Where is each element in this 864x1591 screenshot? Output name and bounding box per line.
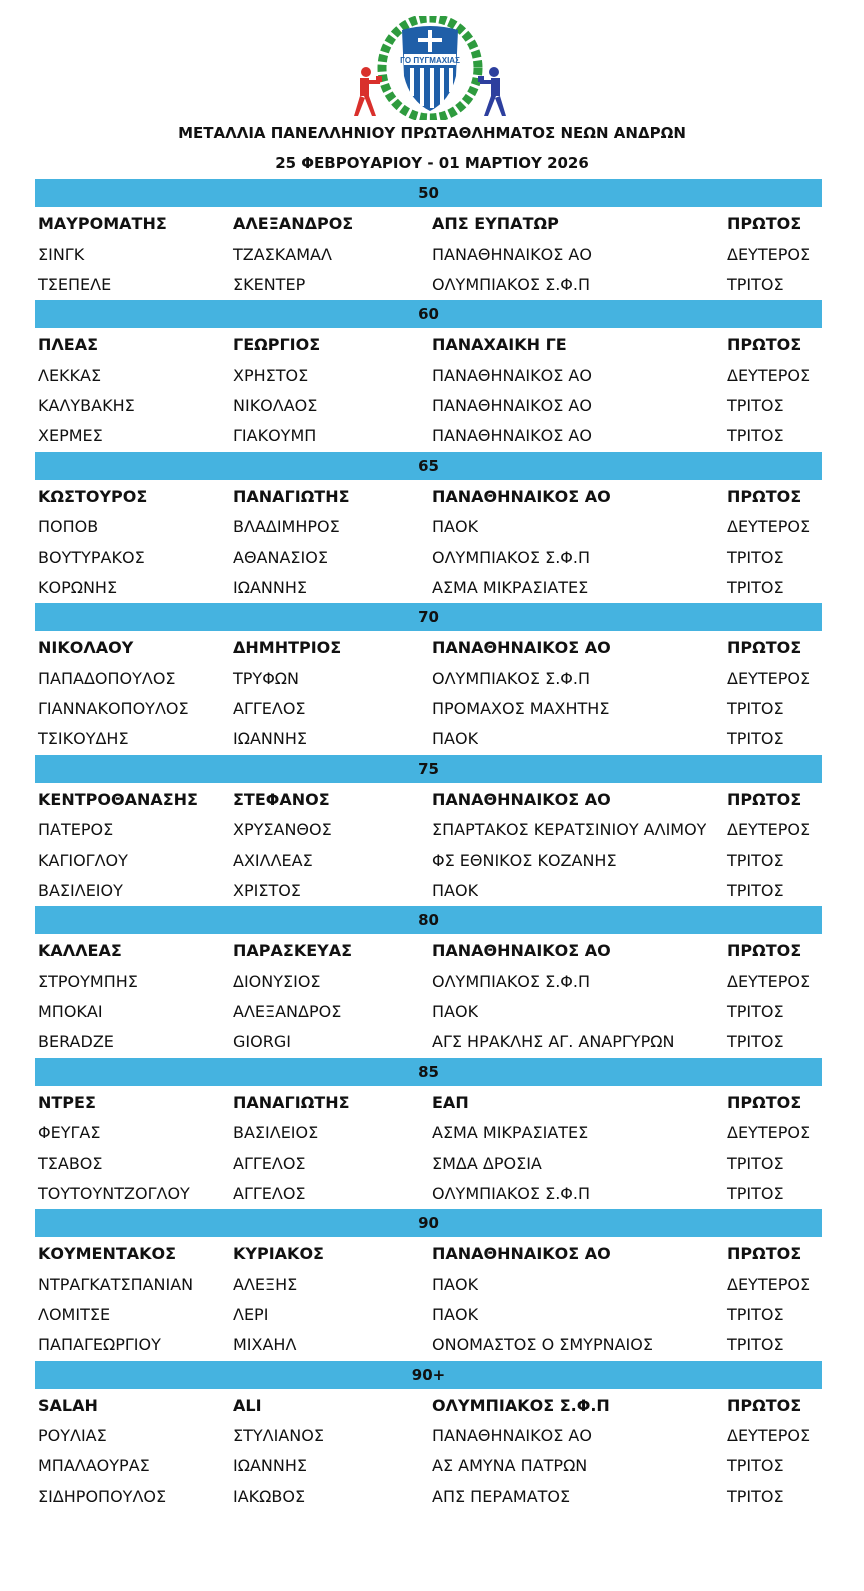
surname-cell: ΤΣΑΒΟΣ <box>38 1153 103 1173</box>
club-cell: ΠΡΟΜΑΧΟΣ ΜΑΧΗΤΗΣ <box>432 699 610 719</box>
table-row <box>35 1330 822 1360</box>
first-name-cell: ΑΘΑΝΑΣΙΟΣ <box>233 547 328 567</box>
surname-cell: ΒΑΣΙΛΕΙΟΥ <box>38 880 123 900</box>
table-row <box>35 421 822 451</box>
club-cell: ΠΑΝΑΘΗΝΑΙΚΟΣ ΑΟ <box>432 365 592 385</box>
club-cell: ΠΑΝΑΘΗΝΑΙΚΟΣ ΑΟ <box>432 638 611 658</box>
first-name-cell: ALI <box>233 1395 262 1415</box>
club-cell: ΠΑΝΑΘΗΝΑΙΚΟΣ ΑΟ <box>432 486 611 506</box>
table-row <box>35 1088 822 1118</box>
weight-category-header: 75 <box>35 755 822 783</box>
placement-cell: ΤΡΙΤΟΣ <box>727 1486 784 1506</box>
surname-cell: ΚΕΝΤΡΟΘΑΝΑΣΗΣ <box>38 789 198 809</box>
table-row <box>35 997 822 1027</box>
placement-cell: ΠΡΩΤΟΣ <box>727 1092 802 1112</box>
placement-cell: ΔΕΥΤΕΡΟΣ <box>727 365 811 385</box>
table-row <box>35 785 822 815</box>
federation-logo <box>340 16 520 120</box>
document-date: 25 ΦΕΒΡΟΥΑΡΙΟΥ - 01 ΜΑΡΤΙΟΥ 2026 <box>275 154 589 172</box>
weight-category-header: 70 <box>35 603 822 631</box>
club-cell: ΑΠΣ ΠΕΡΑΜΑΤΟΣ <box>432 1486 571 1506</box>
club-cell: ΠΑΟΚ <box>432 1304 479 1324</box>
placement-cell: ΠΡΩΤΟΣ <box>727 214 802 234</box>
first-name-cell: ΑΓΓΕΛΟΣ <box>233 1183 306 1203</box>
first-name-cell: ΝΙΚΟΛΑΟΣ <box>233 396 318 416</box>
first-name-cell: ΠΑΡΑΣΚΕΥΑΣ <box>233 941 353 961</box>
surname-cell: ΚΩΣΤΟΥΡΟΣ <box>38 486 148 506</box>
surname-cell: ΡΟΥΛΙΑΣ <box>38 1426 107 1446</box>
placement-cell: ΤΡΙΤΟΣ <box>727 1153 784 1173</box>
club-cell: ΑΣΜΑ ΜΙΚΡΑΣΙΑΤΕΣ <box>432 1123 589 1143</box>
first-name-cell: ΙΑΚΩΒΟΣ <box>233 1486 306 1506</box>
table-row <box>35 1391 822 1421</box>
placement-cell: ΤΡΙΤΟΣ <box>727 426 784 446</box>
table-row <box>35 270 822 300</box>
club-cell: ΟΛΥΜΠΙΑΚΟΣ Σ.Φ.Π <box>432 274 590 294</box>
table-row <box>35 482 822 512</box>
placement-cell: ΠΡΩΤΟΣ <box>727 638 802 658</box>
first-name-cell: ΑΛΕΞΗΣ <box>233 1274 298 1294</box>
club-cell: ΦΣ ΕΘΝΙΚΟΣ ΚΟΖΑΝΗΣ <box>432 850 617 870</box>
surname-cell: ΣΤΡΟΥΜΠΗΣ <box>38 971 138 991</box>
club-cell: ΟΛΥΜΠΙΑΚΟΣ Σ.Φ.Π <box>432 971 590 991</box>
table-row <box>35 724 822 754</box>
surname-cell: ΤΣΙΚΟΥΔΗΣ <box>38 729 129 749</box>
first-name-cell: ΔΗΜΗΤΡΙΟΣ <box>233 638 342 658</box>
table-row <box>35 573 822 603</box>
surname-cell: SALAH <box>38 1395 98 1415</box>
surname-cell: ΣΙΔΗΡΟΠΟΥΛΟΣ <box>38 1486 167 1506</box>
weight-category-header: 90+ <box>35 1361 822 1389</box>
club-cell: ΠΑΝΑΘΗΝΑΙΚΟΣ ΑΟ <box>432 789 611 809</box>
first-name-cell: ΧΡΥΣΑΝΘΟΣ <box>233 820 332 840</box>
surname-cell: ΝΤΡΑΓΚΑΤΣΠΑΝΙΑΝ <box>38 1274 194 1294</box>
table-row <box>35 1149 822 1179</box>
club-cell: ΑΠΣ ΕΥΠΑΤΩΡ <box>432 214 559 234</box>
placement-cell: ΤΡΙΤΟΣ <box>727 274 784 294</box>
placement-cell: ΔΕΥΤΕΡΟΣ <box>727 1123 811 1143</box>
club-cell: ΟΛΥΜΠΙΑΚΟΣ Σ.Φ.Π <box>432 668 590 688</box>
placement-cell: ΠΡΩΤΟΣ <box>727 789 802 809</box>
first-name-cell: ΒΛΑΔΙΜΗΡΟΣ <box>233 517 340 537</box>
document-title: ΜΕΤΑΛΛΙΑ ΠΑΝΕΛΛΗΝΙΟΥ ΠΡΩΤΑΘΛΗΜΑΤΟΣ ΝΕΩΝ ΑΝΔΡΩΝ <box>178 124 686 142</box>
table-row <box>35 543 822 573</box>
table-row <box>35 1270 822 1300</box>
club-cell: ΠΑΝΑΘΗΝΑΙΚΟΣ ΑΟ <box>432 941 611 961</box>
first-name-cell: ΧΡΗΣΤΟΣ <box>233 365 309 385</box>
placement-cell: ΠΡΩΤΟΣ <box>727 941 802 961</box>
table-row <box>35 633 822 663</box>
first-name-cell: ΧΡΙΣΤΟΣ <box>233 880 301 900</box>
table-row <box>35 1239 822 1269</box>
first-name-cell: ΑΓΓΕΛΟΣ <box>233 1153 306 1173</box>
first-name-cell: ΙΩΑΝΝΗΣ <box>233 577 307 597</box>
table-row <box>35 876 822 906</box>
first-name-cell: ΣΚΕΝΤΕΡ <box>233 274 306 294</box>
placement-cell: ΤΡΙΤΟΣ <box>727 396 784 416</box>
surname-cell: ΛΕΚΚΑΣ <box>38 365 102 385</box>
first-name-cell: ΑΛΕΞΑΝΔΡΟΣ <box>233 1002 342 1022</box>
first-name-cell: ΓΙΑΚΟΥΜΠ <box>233 426 317 446</box>
weight-category-header: 80 <box>35 906 822 934</box>
placement-cell: ΤΡΙΤΟΣ <box>727 729 784 749</box>
surname-cell: ΓΙΑΝΝΑΚΟΠΟΥΛΟΣ <box>38 699 189 719</box>
placement-cell: ΤΡΙΤΟΣ <box>727 577 784 597</box>
weight-category-header: 90 <box>35 1209 822 1237</box>
table-row <box>35 1179 822 1209</box>
surname-cell: BERADZE <box>38 1032 114 1052</box>
placement-cell: ΤΡΙΤΟΣ <box>727 547 784 567</box>
first-name-cell: ΑΛΕΞΑΝΔΡΟΣ <box>233 214 354 234</box>
first-name-cell: ΑΓΓΕΛΟΣ <box>233 699 306 719</box>
surname-cell: ΚΟΥΜΕΝΤΑΚΟΣ <box>38 1244 177 1264</box>
surname-cell: ΝΤΡΕΣ <box>38 1092 96 1112</box>
surname-cell: ΚΑΓΙΟΓΛΟΥ <box>38 850 128 870</box>
surname-cell: ΜΑΥΡΟΜΑΤΗΣ <box>38 214 167 234</box>
placement-cell: ΤΡΙΤΟΣ <box>727 699 784 719</box>
surname-cell: ΜΠΑΛΑΟΥΡΑΣ <box>38 1456 150 1476</box>
club-cell: ΠΑΝΑΘΗΝΑΙΚΟΣ ΑΟ <box>432 244 592 264</box>
club-cell: ΟΝΟΜΑΣΤΟΣ Ο ΣΜΥΡΝΑΙΟΣ <box>432 1335 653 1355</box>
table-row <box>35 1118 822 1148</box>
placement-cell: ΤΡΙΤΟΣ <box>727 1183 784 1203</box>
club-cell: ΠΑΟΚ <box>432 729 479 749</box>
table-row <box>35 846 822 876</box>
table-row <box>35 330 822 360</box>
placement-cell: ΔΕΥΤΕΡΟΣ <box>727 1426 811 1446</box>
weight-category-header: 60 <box>35 300 822 328</box>
club-cell: ΠΑΟΚ <box>432 1002 479 1022</box>
club-cell: ΠΑΝΑΘΗΝΑΙΚΟΣ ΑΟ <box>432 1244 611 1264</box>
first-name-cell: ΓΕΩΡΓΙΟΣ <box>233 335 321 355</box>
table-row <box>35 1482 822 1512</box>
surname-cell: ΠΟΠΟΒ <box>38 517 99 537</box>
surname-cell: ΛΟΜΙΤΣΕ <box>38 1304 111 1324</box>
placement-cell: ΔΕΥΤΕΡΟΣ <box>727 244 811 264</box>
table-row <box>35 391 822 421</box>
table-row <box>35 694 822 724</box>
first-name-cell: ΤΖΑΣΚΑΜΑΛ <box>233 244 332 264</box>
svg-text:ΓΟ ΠΥΓΜΑΧΙΑΣ: ΓΟ ΠΥΓΜΑΧΙΑΣ <box>400 56 460 65</box>
placement-cell: ΔΕΥΤΕΡΟΣ <box>727 971 811 991</box>
club-cell: ΠΑΝΑΘΗΝΑΙΚΟΣ ΑΟ <box>432 396 592 416</box>
first-name-cell: ΑΧΙΛΛΕΑΣ <box>233 850 313 870</box>
placement-cell: ΠΡΩΤΟΣ <box>727 486 802 506</box>
weight-category-header: 50 <box>35 179 822 207</box>
surname-cell: ΤΣΕΠΕΛΕ <box>38 274 112 294</box>
table-row <box>35 240 822 270</box>
surname-cell: ΚΟΡΩΝΗΣ <box>38 577 118 597</box>
first-name-cell: ΙΩΑΝΝΗΣ <box>233 1456 307 1476</box>
medals-table <box>35 179 822 1512</box>
club-cell: ΠΑΝΑΘΗΝΑΙΚΟΣ ΑΟ <box>432 1426 592 1446</box>
placement-cell: ΔΕΥΤΕΡΟΣ <box>727 820 811 840</box>
surname-cell: ΠΑΠΑΓΕΩΡΓΙΟΥ <box>38 1335 161 1355</box>
placement-cell: ΔΕΥΤΕΡΟΣ <box>727 517 811 537</box>
table-row <box>35 1027 822 1057</box>
placement-cell: ΤΡΙΤΟΣ <box>727 1002 784 1022</box>
blue-boxer-icon <box>478 67 506 116</box>
surname-cell: ΦΕΥΓΑΣ <box>38 1123 101 1143</box>
surname-cell: ΤΟΥΤΟΥΝΤΖΟΓΛΟΥ <box>38 1183 190 1203</box>
first-name-cell: ΚΥΡΙΑΚΟΣ <box>233 1244 324 1264</box>
club-cell: ΠΑΟΚ <box>432 1274 479 1294</box>
table-row <box>35 1421 822 1451</box>
first-name-cell: GIORGI <box>233 1032 291 1052</box>
club-cell: ΟΛΥΜΠΙΑΚΟΣ Σ.Φ.Π <box>432 1395 610 1415</box>
first-name-cell: ΒΑΣΙΛΕΙΟΣ <box>233 1123 319 1143</box>
placement-cell: ΤΡΙΤΟΣ <box>727 1456 784 1476</box>
table-row <box>35 664 822 694</box>
table-row <box>35 1451 822 1481</box>
placement-cell: ΔΕΥΤΕΡΟΣ <box>727 668 811 688</box>
placement-cell: ΤΡΙΤΟΣ <box>727 1304 784 1324</box>
placement-cell: ΠΡΩΤΟΣ <box>727 335 802 355</box>
weight-category-header: 65 <box>35 452 822 480</box>
club-cell: ΠΑΝΑΧΑΙΚΗ ΓΕ <box>432 335 567 355</box>
first-name-cell: ΛΕΡΙ <box>233 1304 269 1324</box>
surname-cell: ΣΙΝΓΚ <box>38 244 85 264</box>
first-name-cell: ΜΙΧΑΗΛ <box>233 1335 297 1355</box>
placement-cell: ΤΡΙΤΟΣ <box>727 850 784 870</box>
surname-cell: ΒΟΥΤΥΡΑΚΟΣ <box>38 547 145 567</box>
table-row <box>35 361 822 391</box>
placement-cell: ΤΡΙΤΟΣ <box>727 1032 784 1052</box>
surname-cell: ΝΙΚΟΛΑΟΥ <box>38 638 134 658</box>
table-row <box>35 1300 822 1330</box>
table-row <box>35 512 822 542</box>
club-cell: ΠΑΝΑΘΗΝΑΙΚΟΣ ΑΟ <box>432 426 592 446</box>
club-cell: ΑΣΜΑ ΜΙΚΡΑΣΙΑΤΕΣ <box>432 577 589 597</box>
first-name-cell: ΠΑΝΑΓΙΩΤΗΣ <box>233 1092 350 1112</box>
red-boxer-icon <box>354 67 382 116</box>
club-cell: ΕΑΠ <box>432 1092 469 1112</box>
first-name-cell: ΔΙΟΝΥΣΙΟΣ <box>233 971 321 991</box>
club-cell: ΟΛΥΜΠΙΑΚΟΣ Σ.Φ.Π <box>432 547 590 567</box>
first-name-cell: ΣΤΥΛΙΑΝΟΣ <box>233 1426 324 1446</box>
club-cell: ΑΓΣ ΗΡΑΚΛΗΣ ΑΓ. ΑΝΑΡΓΥΡΩΝ <box>432 1032 675 1052</box>
table-row <box>35 967 822 997</box>
placement-cell: ΠΡΩΤΟΣ <box>727 1395 802 1415</box>
surname-cell: ΧΕΡΜΕΣ <box>38 426 103 446</box>
club-cell: ΠΑΟΚ <box>432 517 479 537</box>
surname-cell: ΠΑΠΑΔΟΠΟΥΛΟΣ <box>38 668 176 688</box>
surname-cell: ΚΑΛΛΕΑΣ <box>38 941 122 961</box>
placement-cell: ΠΡΩΤΟΣ <box>727 1244 802 1264</box>
club-cell: ΣΠΑΡΤΑΚΟΣ ΚΕΡΑΤΣΙΝΙΟΥ ΑΛΙΜΟΥ <box>432 820 707 840</box>
table-row <box>35 209 822 239</box>
first-name-cell: ΤΡΥΦΩΝ <box>233 668 299 688</box>
placement-cell: ΤΡΙΤΟΣ <box>727 880 784 900</box>
first-name-cell: ΣΤΕΦΑΝΟΣ <box>233 789 330 809</box>
surname-cell: ΚΑΛΥΒΑΚΗΣ <box>38 396 135 416</box>
placement-cell: ΔΕΥΤΕΡΟΣ <box>727 1274 811 1294</box>
first-name-cell: ΙΩΑΝΝΗΣ <box>233 729 307 749</box>
shield-icon <box>400 26 460 111</box>
weight-category-header: 85 <box>35 1058 822 1086</box>
surname-cell: ΠΑΤΕΡΟΣ <box>38 820 114 840</box>
surname-cell: ΜΠΟΚΑΙ <box>38 1002 103 1022</box>
club-cell: ΠΑΟΚ <box>432 880 479 900</box>
surname-cell: ΠΛΕΑΣ <box>38 335 99 355</box>
first-name-cell: ΠΑΝΑΓΙΩΤΗΣ <box>233 486 350 506</box>
club-cell: ΑΣ ΑΜΥΝΑ ΠΑΤΡΩΝ <box>432 1456 588 1476</box>
club-cell: ΣΜΔΑ ΔΡΟΣΙΑ <box>432 1153 542 1173</box>
table-row <box>35 936 822 966</box>
club-cell: ΟΛΥΜΠΙΑΚΟΣ Σ.Φ.Π <box>432 1183 590 1203</box>
table-row <box>35 815 822 845</box>
placement-cell: ΤΡΙΤΟΣ <box>727 1335 784 1355</box>
